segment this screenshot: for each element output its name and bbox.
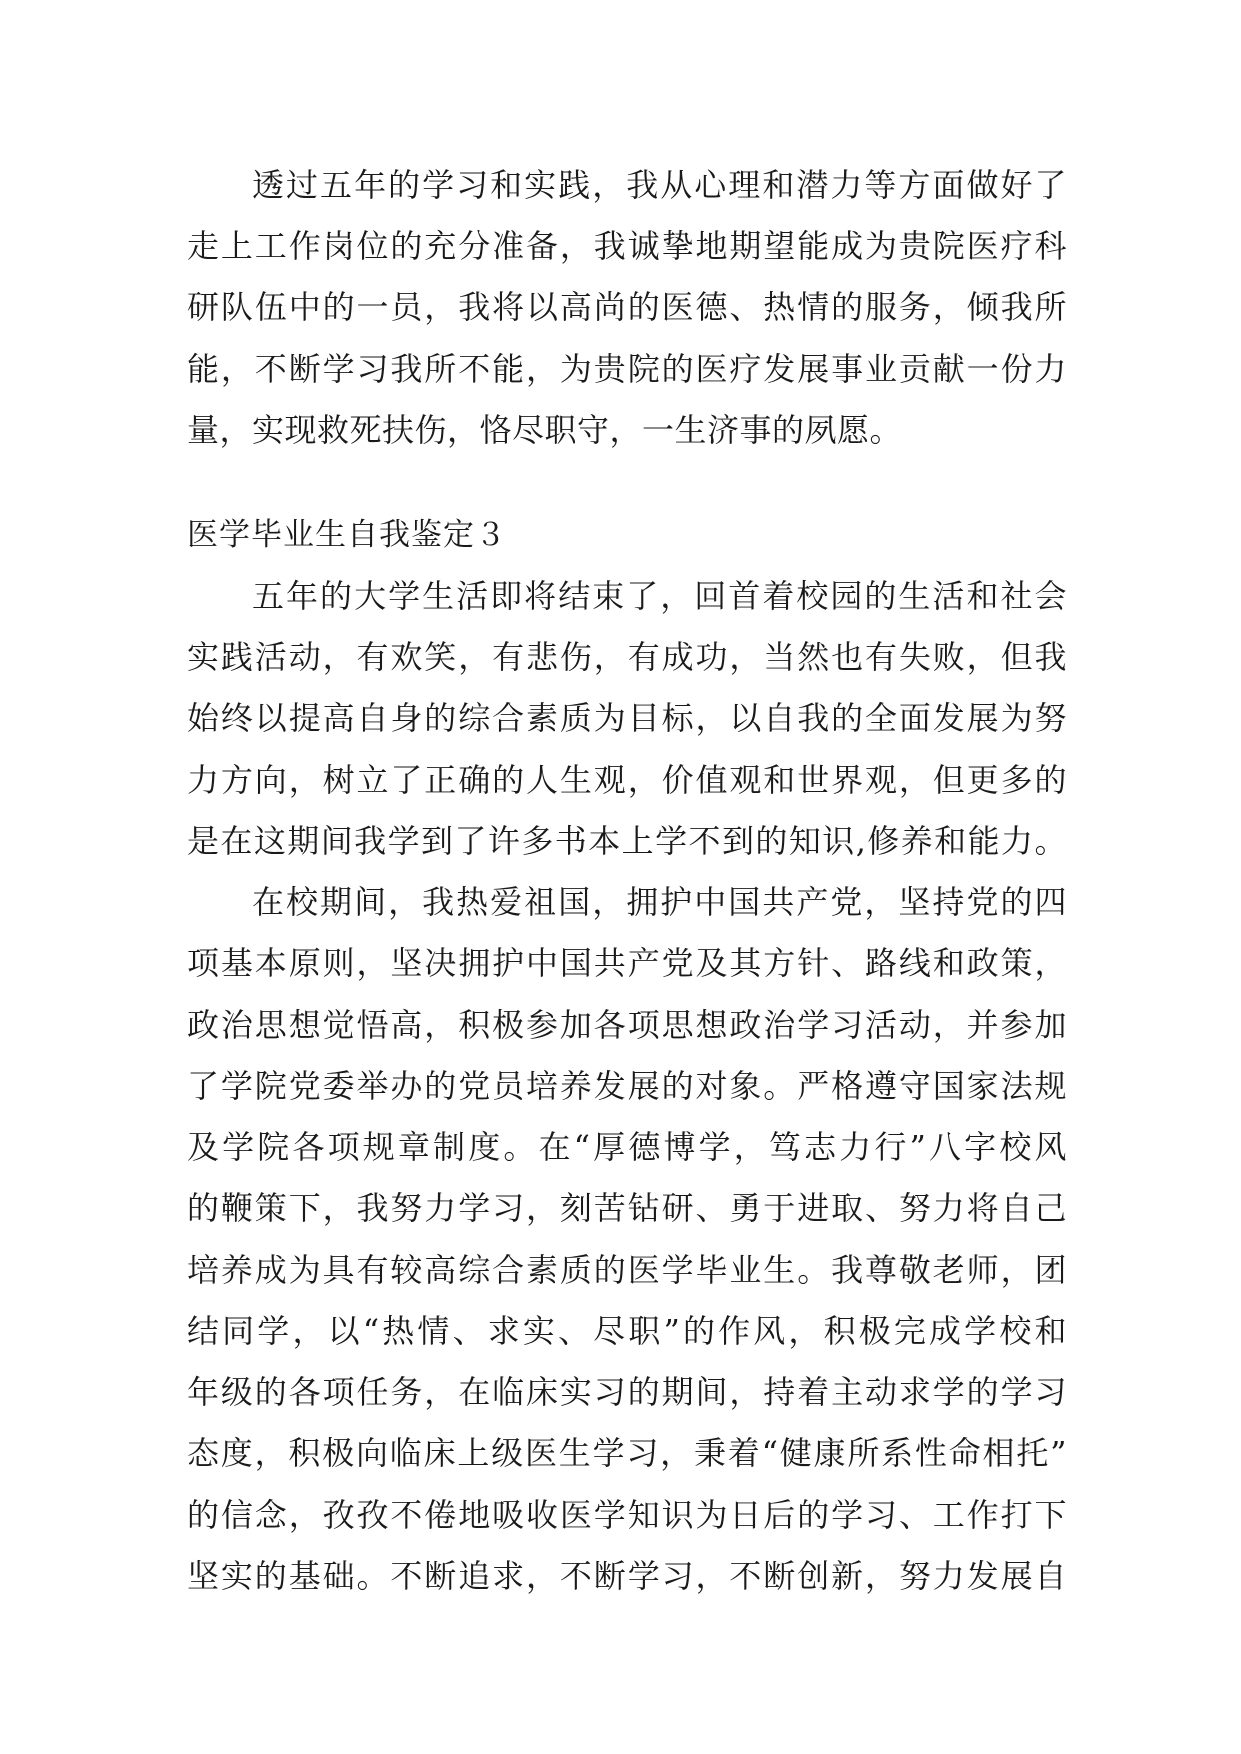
paragraph-2-line-3: 始终以提高自身的综合素质为目标，以自我的全面发展为努 — [187, 699, 1067, 737]
paragraph-3-line-10: 态度，积极向临床上级医生学习，秉着“健康所系性命相托” — [187, 1434, 1067, 1472]
paragraph-3-line-6: 的鞭策下，我努力学习，刻苦钻研、勇于进取、努力将自己 — [187, 1189, 1067, 1227]
paragraph-3-line-1: 在校期间，我热爱祖国，拥护中国共产党，坚持党的四 — [252, 883, 1067, 921]
paragraph-3-line-2: 项基本原则，坚决拥护中国共产党及其方针、路线和政策， — [187, 944, 1067, 982]
paragraph-2-line-2: 实践活动，有欢笑，有悲伤，有成功，当然也有失败，但我 — [187, 638, 1067, 676]
paragraph-2-line-4: 力方向，树立了正确的人生观，价值观和世界观，但更多的 — [187, 761, 1067, 799]
section-heading: 医学毕业生自我鉴定３ — [187, 517, 507, 553]
paragraph-3-line-4: 了学院党委举办的党员培养发展的对象。严格遵守国家法规 — [187, 1067, 1067, 1105]
paragraph-2-line-5: 是在这期间我学到了许多书本上学不到的知识,修养和能力。 — [187, 822, 1067, 860]
paragraph-3-line-7: 培养成为具有较高综合素质的医学毕业生。我尊敬老师，团 — [187, 1251, 1067, 1289]
paragraph-1-line-4: 能，不断学习我所不能，为贵院的医疗发展事业贡献一份力 — [187, 350, 1067, 388]
paragraph-3-line-12: 坚实的基础。不断追求，不断学习，不断创新，努力发展自 — [187, 1557, 1067, 1595]
paragraph-3-line-11: 的信念，孜孜不倦地吸收医学知识为日后的学习、工作打下 — [187, 1496, 1067, 1534]
paragraph-1-line-1: 透过五年的学习和实践，我从心理和潜力等方面做好了 — [252, 166, 1067, 204]
paragraph-1-line-3: 研队伍中的一员，我将以高尚的医德、热情的服务，倾我所 — [187, 288, 1067, 326]
paragraph-1-line-2: 走上工作岗位的充分准备，我诚挚地期望能成为贵院医疗科 — [187, 227, 1067, 265]
paragraph-3-line-3: 政治思想觉悟高，积极参加各项思想政治学习活动，并参加 — [187, 1006, 1067, 1044]
paragraph-3-line-5: 及学院各项规章制度。在“厚德博学，笃志力行”八字校风 — [187, 1128, 1067, 1166]
paragraph-3-line-9: 年级的各项任务，在临床实习的期间，持着主动求学的学习 — [187, 1373, 1067, 1411]
paragraph-2-line-1: 五年的大学生活即将结束了，回首着校园的生活和社会 — [252, 577, 1067, 615]
paragraph-3-line-8: 结同学，以“热情、求实、尽职”的作风，积极完成学校和 — [187, 1312, 1067, 1350]
paragraph-1-line-5: 量，实现救死扶伤，恪尽职守，一生济事的夙愿。 — [187, 411, 903, 449]
